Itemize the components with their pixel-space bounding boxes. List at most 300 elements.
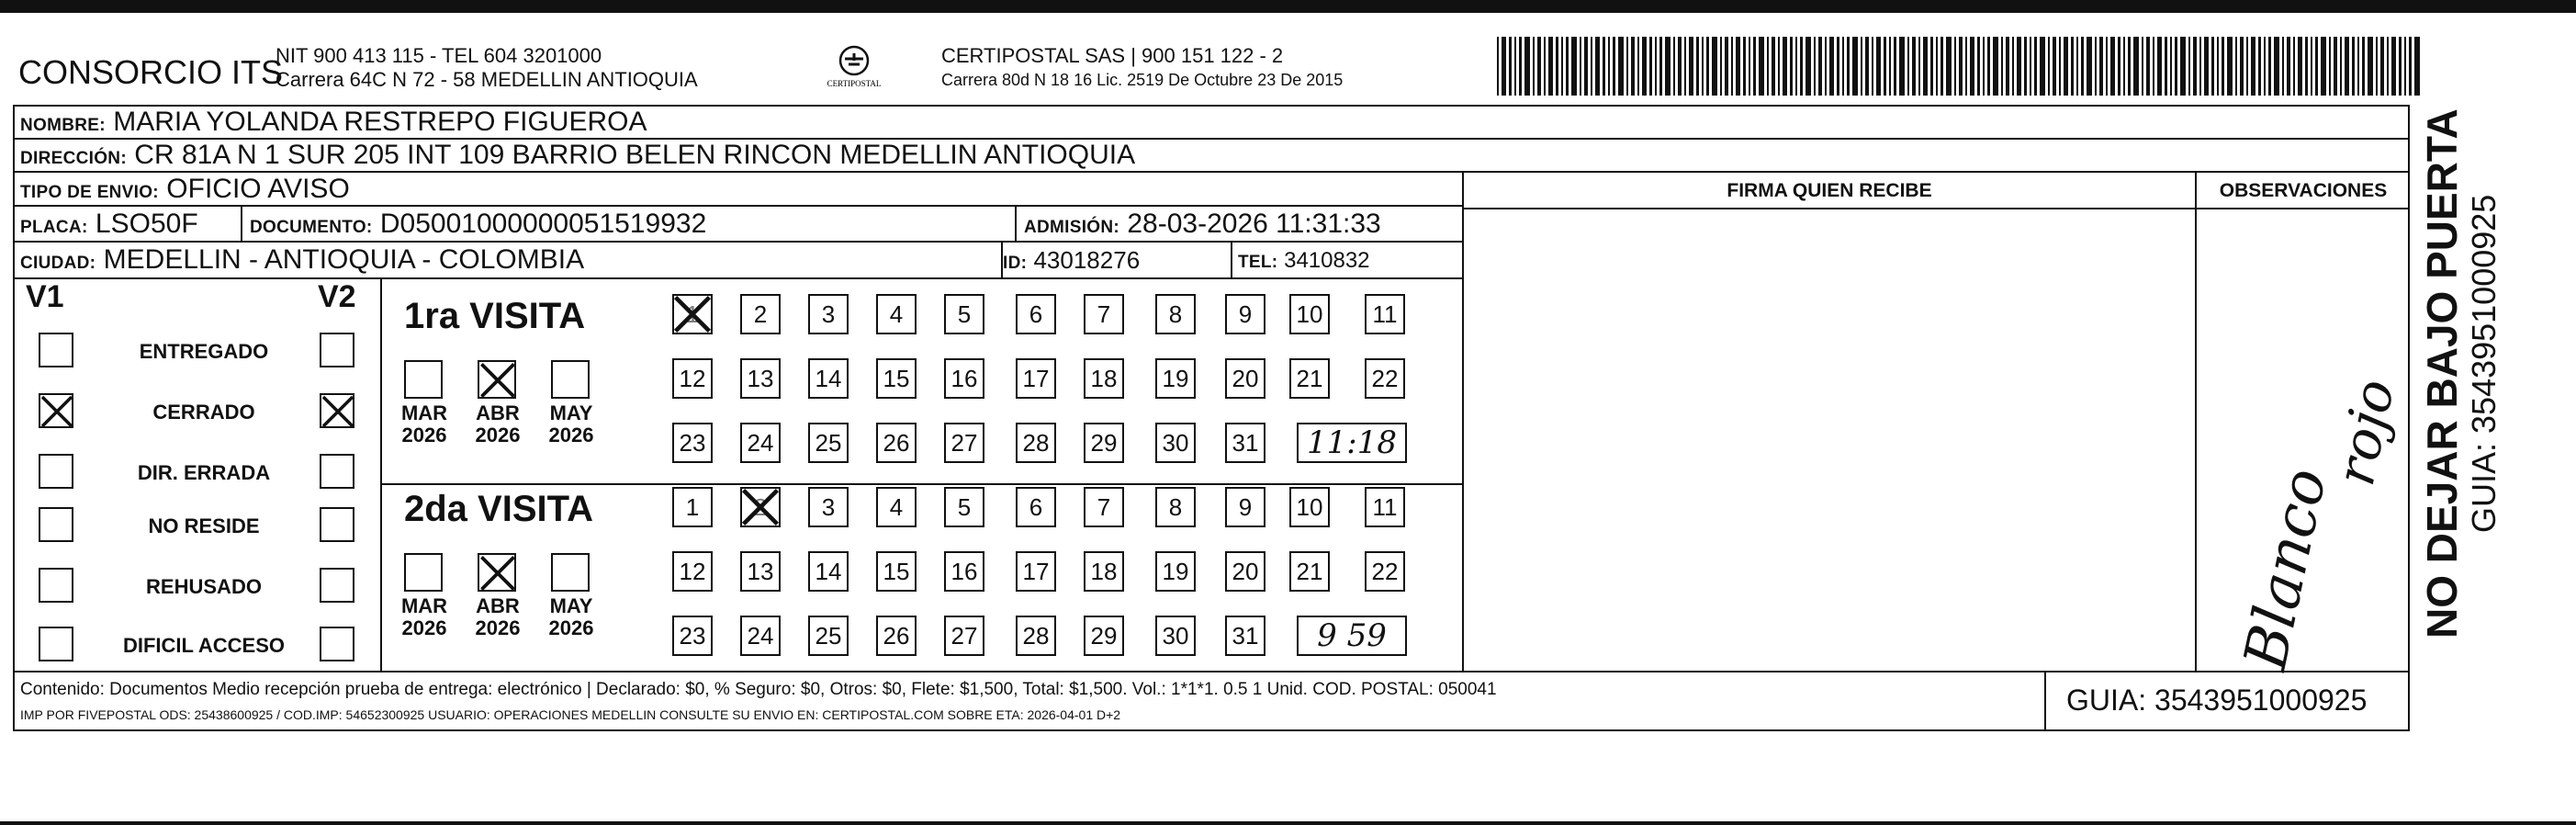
day-box[interactable] [1289,358,1330,399]
day-box[interactable] [808,616,849,656]
barcode-bar [1595,37,1600,96]
day-number: 25 [815,429,842,457]
barcode-bar [1930,37,1933,96]
barcode-bar [1626,37,1628,96]
barcode-bar [2110,37,2115,96]
direccion-value: CR 81A N 1 SUR 205 INT 109 BARRIO BELEN RINCON MEDELLIN ANTIOQUIA [134,140,1136,170]
status-label: ENTREGADO [139,340,269,363]
placa-row [20,209,198,240]
day-box[interactable] [1289,487,1330,527]
barcode-bar [2118,37,2120,96]
day-box[interactable] [740,487,781,527]
nombre-value: MARIA YOLANDA RESTREPO FIGUEROA [113,107,647,137]
certipostal-logo [817,42,891,99]
barcode-bar [2024,37,2027,96]
barcode-bar [2142,37,2143,96]
barcode-bar [1889,37,1891,96]
day-number: 18 [1090,365,1118,392]
day-box[interactable] [944,551,984,592]
day-box[interactable] [740,616,781,656]
day-box[interactable] [944,487,984,527]
day-box[interactable] [740,551,781,592]
day-number: 12 [679,558,706,585]
barcode-bar [2282,37,2284,96]
month-year: 2026 [548,424,594,446]
barcode-bar [1861,37,1862,96]
v2-checkbox[interactable] [320,507,354,542]
day-number: 28 [1022,622,1050,650]
barcode-bar [1566,37,1569,96]
ciudad-value: MEDELLIN - ANTIOQUIA - COLOMBIA [103,244,585,275]
placa-label: PLACA: [20,218,88,237]
barcode-bar [2287,37,2290,96]
barcode-bar [1502,37,1506,96]
barcode-bar [2340,37,2342,96]
barcode-bar [2264,37,2266,96]
barcode-bar [1509,37,1512,96]
v1-checkbox[interactable] [39,627,73,661]
day-number: 12 [679,365,706,392]
barcode-bar [2217,37,2219,96]
barcode-bar [1923,37,1928,96]
barcode-bar [2357,37,2359,96]
barcode-bar [1678,37,1682,96]
barcode-bar [2106,37,2108,96]
day-box[interactable] [1289,294,1330,334]
barcode-bar [1749,37,1750,96]
barcode-bar [1753,37,1756,96]
month-year: 2026 [401,616,447,639]
barcode-bar [1837,37,1839,96]
day-number: 2 [753,493,768,521]
barcode-bar [2399,37,2402,96]
barcode-bar [1696,37,1699,96]
barcode-bar [1637,37,1639,96]
day-number: 16 [951,558,978,585]
day-box[interactable] [672,358,713,399]
barcode-bar [1894,37,1896,96]
day-number: 24 [747,622,774,650]
v2-checkbox[interactable] [320,627,354,661]
barcode-bar [1580,37,1581,96]
barcode-bar [1884,37,1886,96]
barcode-bar [1613,37,1615,96]
tipo-label: TIPO DE ENVIO: [20,183,159,202]
v1-checkbox[interactable] [39,568,73,603]
day-number: 25 [815,622,842,650]
cert-line: CERTIPOSTAL SAS | 900 151 122 - 2 [941,44,1284,67]
direccion-row [20,140,1135,171]
day-box[interactable] [1084,294,1124,334]
day-box[interactable] [1225,294,1266,334]
month-checkbox[interactable] [478,553,516,592]
barcode-bar [1548,37,1553,96]
day-number: 6 [1029,300,1043,328]
nombre-row [20,107,647,138]
day-box[interactable] [944,423,984,463]
day-number: 24 [747,429,774,457]
barcode-bar [2006,37,2009,96]
day-box[interactable] [1155,551,1196,592]
side-guia: GUIA: 3543951000925 [2465,194,2503,533]
day-box[interactable] [944,616,984,656]
footer-imp: IMP POR FIVEPOSTAL ODS: 25438600925 / COD.IMP: 54652300925 USUARIO: OPERACIONES MEDELLIN CONSULTE SU ENVIO EN: CERTIPOSTAL.COM SOBRE ETA: 2026-04-01 D+2 [20,707,1121,722]
day-number: 19 [1162,558,1189,585]
barcode-bar [2087,37,2092,96]
barcode-bar [2146,37,2150,96]
ciudad-label: CIUDAD: [20,254,96,273]
day-number: 17 [1022,558,1050,585]
day-box[interactable] [672,616,713,656]
barcode-bar [2001,37,2003,96]
barcode-bar [1970,37,1974,96]
v2-checkbox[interactable] [320,568,354,603]
month-year: 2026 [401,424,447,446]
barcode-bar [2404,37,2406,96]
ciudad-row [20,244,584,276]
barcode-bar [2059,37,2061,96]
day-box[interactable] [1289,551,1330,592]
barcode-bar [2222,37,2224,96]
barcode-bar [1918,37,1920,96]
barcode-bar [2095,37,2097,96]
barcode-bar [2274,37,2279,96]
month-year: 2026 [548,616,594,639]
barcode-bar [2334,37,2337,96]
day-box[interactable] [1225,487,1266,527]
month-name: MAR [400,594,448,617]
day-box[interactable] [876,616,917,656]
day-box[interactable] [1155,294,1196,334]
barcode-bar [1790,37,1793,96]
day-box[interactable] [1016,551,1056,592]
barcode-bar [2293,37,2295,96]
x-mark-icon [478,553,518,593]
day-box[interactable] [1225,423,1266,463]
barcode-bar [2246,37,2248,96]
divider [2044,671,2046,731]
day-number: 3 [821,300,836,328]
day-box[interactable] [1084,487,1124,527]
day-box[interactable] [1084,423,1124,463]
barcode-bar [1865,37,1869,96]
top-border [0,0,2576,13]
barcode-bar [1544,37,1546,96]
first-visit-title: 1ra VISITA [404,296,586,336]
barcode-bar [1814,37,1816,96]
barcode-bar [2204,37,2209,96]
divider [13,241,1464,243]
month-label [470,595,525,639]
month-checkbox[interactable] [551,553,590,592]
x-mark-icon [39,393,75,430]
day-number: 1 [685,493,700,521]
v2-checkbox[interactable] [320,393,354,428]
visit-time-box[interactable]: 9 59 [1297,616,1407,656]
barcode-bar [1706,37,1709,96]
divider [380,483,1464,485]
v1-checkbox[interactable] [39,507,73,542]
barcode-bar [1899,37,1905,96]
day-number: 3 [821,493,836,521]
month-checkbox[interactable] [404,360,443,399]
month-label [470,402,525,446]
divider [13,205,1464,207]
tipo-value: OFICIO AVISO [166,174,350,204]
day-number: 27 [951,429,978,457]
day-number: 5 [957,493,972,521]
visit-time-box[interactable]: 11:18 [1297,423,1407,463]
documento-label: DOCUMENTO: [250,218,373,237]
v1-checkbox[interactable] [39,333,73,367]
admision-row [1024,209,1381,240]
day-number: 30 [1162,429,1189,457]
v2-checkbox[interactable] [320,454,354,489]
status-label: CERRADO [152,401,255,424]
barcode-bar [1983,37,1985,96]
day-box[interactable] [1225,616,1266,656]
day-box[interactable] [808,551,849,592]
month-name: ABR [476,401,520,424]
v1-checkbox[interactable] [39,454,73,489]
day-number: 19 [1162,365,1189,392]
day-box[interactable] [740,358,781,399]
month-year: 2026 [475,424,521,446]
barcode-bar [2258,37,2261,96]
tipo-row [20,174,350,205]
day-number: 5 [957,300,972,328]
barcode-bar [1642,37,1647,96]
day-number: 13 [747,558,774,585]
day-box[interactable] [740,294,781,334]
status-label: NO RESIDE [148,514,260,537]
day-box[interactable] [672,423,713,463]
barcode-bar [1665,37,1670,96]
observacion-hand-2: rojo [2323,373,2407,492]
barcode-bar [2071,37,2074,96]
day-box[interactable] [1084,616,1124,656]
day-box[interactable] [1016,358,1056,399]
day-box[interactable] [1155,358,1196,399]
month-checkbox[interactable] [551,360,590,399]
barcode-bar [2153,37,2154,96]
barcode-bar [1524,37,1530,96]
x-mark-icon [478,360,518,401]
barcode-bar [1673,37,1675,96]
barcode-bar [2380,37,2384,96]
barcode-bar [2123,37,2125,96]
month-name: MAY [549,594,593,617]
day-box[interactable] [876,423,917,463]
day-box[interactable] [808,423,849,463]
day-box[interactable] [672,551,713,592]
day-box[interactable] [1365,294,1405,334]
footer-contenido: Contenido: Documentos Medio recepción prueba de entrega: electrónico | Declarado: $0, % Seguro: $0, Otros: $0, Flete: $1,500, Total: $1,500. Vol.: 1*1*1. 0.5 1 Unid. COD. POSTAL: 050041 [20,680,1497,699]
day-box[interactable] [1155,487,1196,527]
x-mark-icon [320,393,356,430]
barcode-bar [2391,37,2396,96]
barcode-bar [1852,37,1858,96]
tel-label: TEL: [1238,253,1278,272]
divider [1462,171,1464,671]
barcode-bar [1954,37,1956,96]
barcode-bar [2235,37,2237,96]
day-number: 7 [1097,300,1111,328]
day-box[interactable] [876,551,917,592]
day-box[interactable] [876,487,917,527]
day-box[interactable] [1084,358,1124,399]
divider [241,205,242,242]
barcode-bar [1987,37,1990,96]
day-number: 14 [815,365,842,392]
day-box[interactable] [1155,616,1196,656]
day-number: 27 [951,622,978,650]
barcode-bar [1783,37,1787,96]
day-number: 29 [1090,622,1118,650]
day-number: 10 [1296,493,1323,521]
barcode-bar [2040,37,2045,96]
day-number: 31 [1232,622,1259,650]
day-box[interactable] [1365,358,1405,399]
barcode-bar [1872,37,1873,96]
day-number: 10 [1296,300,1323,328]
barcode-bar [1842,37,1844,96]
day-box[interactable] [808,294,849,334]
month-year: 2026 [475,616,521,639]
barcode-bar [1946,37,1952,96]
barcode-bar [1533,37,1535,96]
barcode-bar [2180,37,2186,96]
documento-row [250,209,706,240]
day-number: 23 [679,622,706,650]
day-number: 31 [1232,429,1259,457]
barcode-bar [1965,37,1967,96]
barcode-bar [1561,37,1563,96]
barcode-bar [1720,37,1722,96]
month-label [544,402,599,446]
day-box[interactable] [1084,551,1124,592]
barcode-bar [2227,37,2233,96]
barcode-bar [2048,37,2050,96]
day-number: 17 [1022,365,1050,392]
day-box[interactable] [808,487,849,527]
day-number: 22 [1371,558,1399,585]
divider [13,277,1464,279]
v2-checkbox[interactable] [320,333,354,367]
barcode-bar [2414,37,2420,96]
barcode-bar [2034,37,2037,96]
barcode-bar [2053,37,2056,96]
barcode-bar [1731,37,1733,96]
x-mark-icon [671,293,714,335]
barcode-bar [2376,37,2378,96]
barcode-bar [1940,37,1943,96]
divider [1015,205,1017,242]
divider [13,671,2410,672]
barcode-bar [2409,37,2412,96]
barcode-bar [2199,37,2201,96]
month-name: MAY [549,401,593,424]
barcode-bar [1519,37,1522,96]
day-box[interactable] [740,423,781,463]
day-box[interactable] [1016,487,1056,527]
v1-checkbox[interactable] [39,393,73,428]
v1-header: V1 [26,279,64,314]
day-number: 4 [889,300,904,328]
barcode-bar [2165,37,2167,96]
observaciones-title: OBSERVACIONES [2219,180,2388,201]
day-box[interactable] [1016,423,1056,463]
day-box[interactable] [672,294,713,334]
day-number: 11 [1372,493,1398,521]
barcode-bar [1847,37,1850,96]
divider [2195,171,2197,671]
month-checkbox[interactable] [478,360,516,399]
barcode-bar [1608,37,1610,96]
month-checkbox[interactable] [404,553,443,592]
barcode-bar [1743,37,1746,96]
day-number: 9 [1238,493,1253,521]
day-number: 1 [685,300,700,328]
day-number: 23 [679,429,706,457]
barcode-bar [1977,37,1980,96]
day-number: 6 [1029,493,1043,521]
day-box[interactable] [808,358,849,399]
barcode-bar [2368,37,2373,96]
day-number: 20 [1232,558,1259,585]
day-box[interactable] [1365,487,1405,527]
barcode-bar [1912,37,1916,96]
barcode-bar [1993,37,1998,96]
barcode-bar [1767,37,1769,96]
day-box[interactable] [1225,551,1266,592]
day-box[interactable] [944,358,984,399]
day-number: 7 [1097,493,1111,521]
barcode-bar [2321,37,2326,96]
day-box[interactable] [1365,551,1405,592]
barcode-bar [2345,37,2349,96]
month-label [397,595,452,639]
day-box[interactable] [1016,616,1056,656]
barcode-bar [2240,37,2244,96]
barcode-bar [1825,37,1827,96]
id-row [1003,246,1140,275]
day-box[interactable] [1155,423,1196,463]
day-box[interactable] [944,294,984,334]
id-value: 43018276 [1033,246,1141,274]
certipostal-info [941,44,1343,92]
day-box[interactable] [1225,358,1266,399]
month-name: ABR [476,594,520,617]
day-box[interactable] [1016,294,1056,334]
barcode [1497,37,2424,96]
bottom-border [0,821,2576,825]
day-box[interactable] [876,294,917,334]
day-box[interactable] [876,358,917,399]
barcode-bar [2017,37,2021,96]
second-visit-title: 2da VISITA [404,489,593,529]
divider [1464,208,2410,209]
barcode-bar [2305,37,2308,96]
barcode-bar [1571,37,1577,96]
day-box[interactable] [672,487,713,527]
day-number: 9 [1238,300,1253,328]
day-number: 15 [883,365,910,392]
day-number: 26 [883,429,910,457]
barcode-bar [1591,37,1592,96]
day-number: 8 [1168,300,1183,328]
barcode-bar [2157,37,2162,96]
